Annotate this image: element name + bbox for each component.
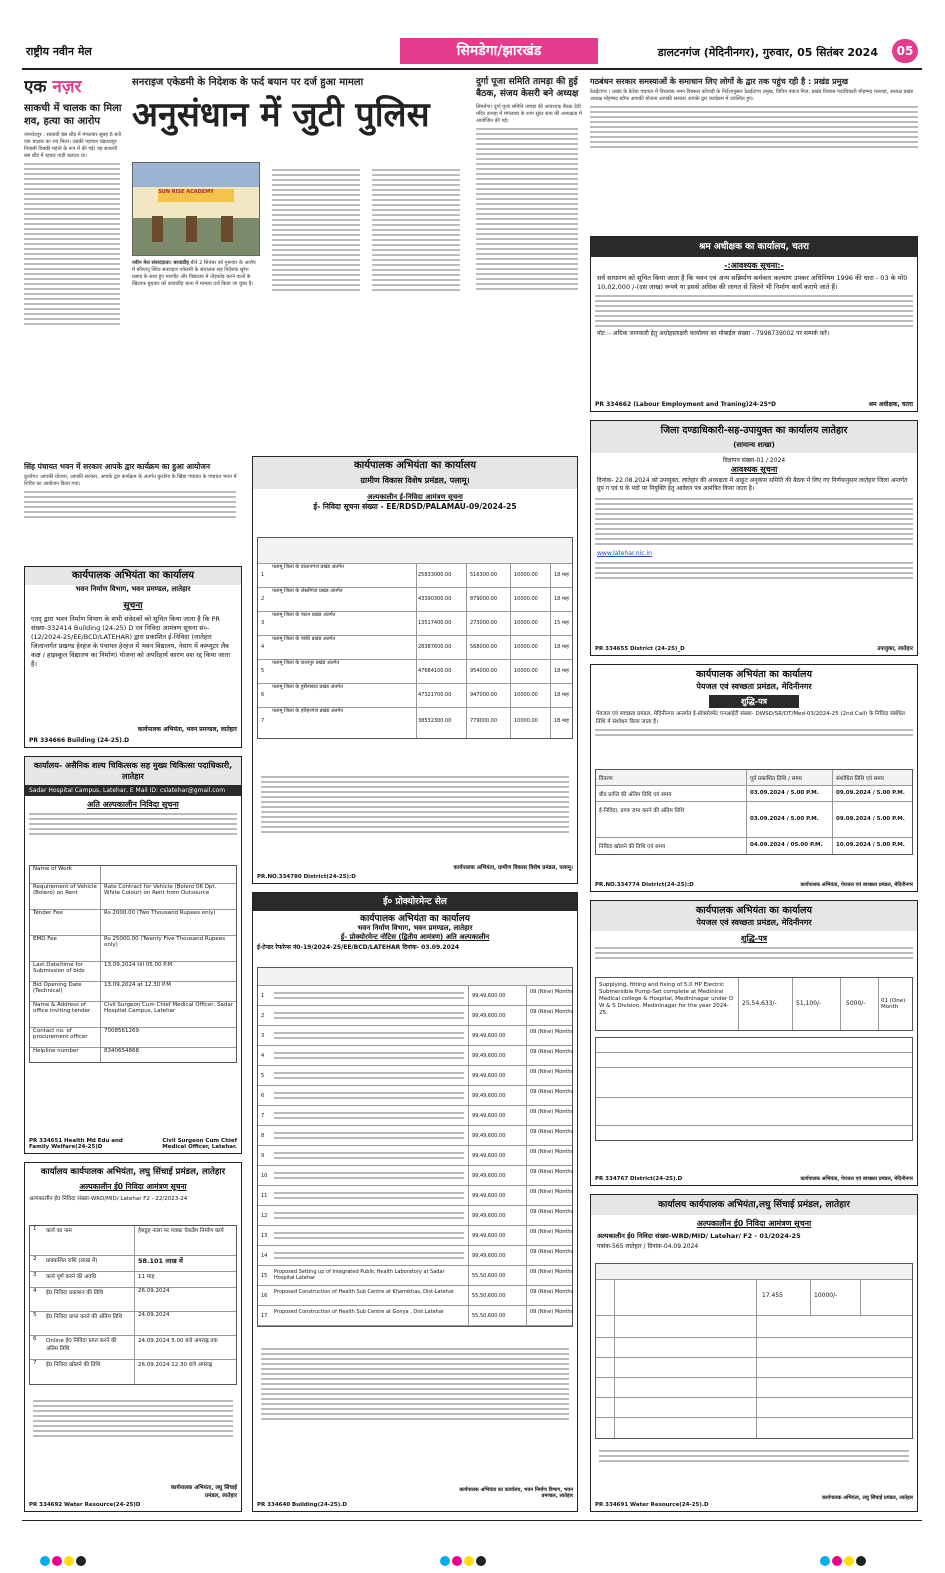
color-swatch [464, 1556, 474, 1566]
table-row: 1 पलामू जिला के डाल्टनगंज प्रखंड अंतर्गत 25833000.00 516300.00 10000.00 18 माह [258, 564, 572, 588]
work-description [274, 1149, 464, 1162]
pr-number: PR 334692 Water Resource(24-25)D [29, 1502, 141, 1508]
completion-period: 09 (Nine) Months [530, 1269, 574, 1275]
estimated-amount: 99,49,600.00 [472, 1053, 506, 1059]
estimated-amount: 99,49,600.00 [472, 1073, 506, 1079]
table-header-row: विवरण पूर्व प्रकाशित तिथि / समय संशोधित तिथि एवं समय [596, 770, 912, 786]
estimated-amount: 99,49,600.00 [472, 1213, 506, 1219]
table-row [258, 1266, 572, 1286]
tender-table [29, 865, 237, 1063]
notice-note: नोट :- अधिक जानकारी हेतु अधोहस्ताक्षरी कार्यालय का मोबाईल संख्या - 7998739002 पर सम्पर्क करें। [597, 330, 830, 337]
table-row [258, 1066, 572, 1086]
work-description [274, 1189, 464, 1202]
estimated-amount: 55,50,600.00 [472, 1313, 506, 1319]
notice-subtitle: ग्रामीण विकास विशेष प्रमंडल, पलामू। [253, 475, 577, 489]
shivir-body: कुरडेगा। आपकी योजना, आपकी सरकार, आपके द्वार कार्यक्रम के अंतर्गत कुरडेगा के खिंडा पंचायत के पंचायत भवन में शिविर का आयोजन किया गया। [24, 474, 237, 487]
lead-byline-body: नवीन मेल संवाददाता। बरवाडीह बीते 2 सितंबर को गुरूवार के आरोप में बरियातू स्थित सनराइज एकेडमी के संचालक सह निदेशक सुरेश प्रसाद के साथ हुए मारपीट और विद्यालय में तोड़फोड़ करने वालों के खिलाफ बुधवार को बरवाडीह थाना में मामला दर्ज किया जा चुका है। [132, 260, 256, 287]
notice-head: अति अल्पकालीन निविदा सूचना [87, 800, 179, 809]
pr-number: PR 334662 (Labour Employment and Traning)24-25*D [595, 401, 776, 408]
notice-title: कार्यालय- असैनिक शल्य चिकित्सक सह मुख्य चिकित्सा पदाधिकारी, लातेहार [25, 757, 241, 785]
table-row [258, 1106, 572, 1126]
table-row: Requirement of Vehicle (Bolero) on Rent Rate Contract for Vehicle (Bolero 06 Dpt. White Colour) on Rent from Outsource [30, 884, 236, 910]
section-banner: सिमडेगा/झारखंड [400, 38, 598, 64]
table-row [258, 1226, 572, 1246]
table-row: Last Date/time for Submission of bids 13.09.2024 till 05.00 P.M [30, 962, 236, 982]
completion-period: 09 (Nine) Months [530, 1149, 574, 1155]
signatory: Civil Surgeon Cum Chief Medical Officer, Latehar. [162, 1138, 237, 1150]
color-swatch [452, 1556, 462, 1566]
table-row [258, 1166, 572, 1186]
row-number: 14 [261, 1253, 268, 1259]
table-row: 6 पलामू जिला के हुसैनाबाद प्रखंड अंतर्गत 47321700.00 947000.00 10000.00 18 माह [258, 684, 572, 708]
table-row: 3 पलामू जिला के पाटन प्रखंड अंतर्गत 13517400.00 273000.00 10000.00 15 माह [258, 612, 572, 636]
lead-headline: अनुसंधान में जुटी पुलिस [132, 95, 430, 135]
table-row: Helpline number 8340654868 [30, 1048, 236, 1062]
notice-ref: विज्ञापन संख्या-01 / 2024 [722, 457, 786, 464]
table-row: EMD Fee Rs 25000.00 (Twenty Five Thousand Rupees only) [30, 936, 236, 962]
dateline: डालटनगंज (मेदिनीनगर), गुरुवार, 05 सितंबर 2024 [657, 46, 878, 59]
notice-subtitle: पेयजल एवं स्वच्छता प्रमंडल, मेदिनीनगर [591, 917, 917, 931]
table-row: Name & Address of office inviting tender Civil Surgeon Cum Chief Medical Officer, Sadar Hospital Campus, Latehar [30, 1002, 236, 1028]
notice-address: Sadar Hospital Campus, Latehar, E Mail ID: cslatehar@gmail.com [25, 785, 241, 796]
notice-head: शुद्धि-पत्र [709, 695, 799, 708]
table-row: Contact no. of procurement officer 7008561269 [30, 1028, 236, 1048]
table-row [258, 1206, 572, 1226]
notice-shram-chatra [590, 236, 918, 412]
color-swatch [476, 1556, 486, 1566]
notice-text: दिनांक- 22.08.2024 को उपायुक्त, लातेहार की अध्यक्षता में आहूत अनुकंपा समिति की बैठक में लिए गए निर्णयानुसार लातेहार जिला अन्तर्गत ग्रुप ग एवं घ के पदों पर नियुक्ति हेतु आवेदन पत्र आमंत्रित किया जाता है। [597, 477, 908, 492]
lead-story [132, 76, 468, 456]
work-description [274, 989, 464, 1002]
table-row [258, 1046, 572, 1066]
estimated-amount: 99,49,600.00 [472, 1033, 506, 1039]
row-number: 15 [261, 1273, 268, 1279]
corrigendum-table [595, 769, 913, 855]
color-swatch [64, 1556, 74, 1566]
work-description [274, 1089, 464, 1102]
notice-peyjal-medininagar-1 [590, 664, 918, 892]
table-row: 5 पलामू जिला के छतरपुर प्रखंड अंतर्गत 47684100.00 954000.00 10000.00 18 माह [258, 660, 572, 684]
table-row: Tender Fee Rs 2000.00 (Two Thousand Rupees only) [30, 910, 236, 936]
pr-number: PR 334691 Water Resource(24-25).D [595, 1502, 709, 1508]
table-row: बीड प्राप्ति की अंतिम तिथि एवं समय 03.09.2024 / 5.00 P.M. 09.09.2024 / 5.00 P.M. [596, 786, 912, 802]
completion-period: 09 (Nine) Months [530, 1189, 574, 1195]
header-rule [22, 68, 922, 70]
notice-title: ई० प्रोक्योरमेन्ट सेल [253, 893, 577, 911]
notice-ref: अल्पकालीन ई0 निविदा संख्या-WRD/MID/ Latehar F2 - 22/2023-24 [29, 1196, 188, 1202]
notice-title: कार्यपालक अभियंता का कार्यालय [253, 457, 577, 475]
estimated-amount: 99,49,600.00 [472, 1133, 506, 1139]
registration-marks-left [40, 1551, 140, 1563]
table-row: 2 पलामू जिला के लेस्लीगंज प्रखंड अंतर्गत 43390300.00 879000.00 10000.00 18 माह [258, 588, 572, 612]
table-row [258, 986, 572, 1006]
table-row: 7 ई0 निविदा खोलने की तिथि 26.09.2024 12.30 बजे अपराह्न [30, 1360, 236, 1384]
notice-head: शुद्धि-पत्र [740, 934, 768, 943]
table-row: निविदा खोलने की तिथि एवं समय 04.09.2024 / 05.00 P.M. 10.09.2024 / 5.00 P.M. [596, 838, 912, 854]
estimated-amount: 99,49,600.00 [472, 1013, 506, 1019]
lead-col-2 [268, 166, 364, 294]
notice-title: कार्यालय कार्यपालक अभियंता,लघु सिंचाई प्रमंडल, लातेहार [591, 1195, 917, 1215]
table-row [258, 1246, 572, 1266]
work-description [274, 1249, 464, 1262]
completion-period: 09 (Nine) Months [530, 1249, 574, 1255]
row-number: 2 [261, 1013, 265, 1019]
tender-table [257, 537, 573, 739]
signatory: कार्यपालक अभियंता, लघु सिंचाई प्रमंडल, लातेहार [822, 1495, 913, 1501]
work-description [274, 1209, 464, 1222]
notice-text: पेयजल एवं स्वच्छता प्रमंडल, मेदिनीनगर अन्तर्गत ई-प्रोक्योरमेंट एनआईटी संख्या- DWSD/SR/DT/Med-03/2024-25 (2nd Call) के निविदा संबंधित तिथि में संशोधन किया जाता है। [596, 711, 905, 725]
pr-number: PR 334666 Building (24-25).D [29, 737, 130, 744]
table-row [258, 1306, 572, 1326]
durga-body: सिमडेगा। दुर्गा पूजा समिति तामड़ा की आवश्यक बैठक देवी मंदिर तामड़ा में मंगलवार के शाम सुंदर साय की अध्यक्षता में आयोजित की गई। [476, 104, 582, 124]
ek-nazar-body-more [24, 163, 124, 325]
table-row: Name of Work [30, 866, 236, 884]
row-number: 6 [261, 1093, 265, 1099]
website-link[interactable]: www.latehar.nic.in [597, 550, 652, 557]
row-number: 3 [261, 1033, 265, 1039]
shivir-headline: सिंह पंचायत भवन में सरकार आपके द्वार कार्यक्रम का हुआ आयोजन [24, 462, 211, 471]
estimated-amount: 99,49,600.00 [472, 1193, 506, 1199]
notice-text: एतद् द्वारा भवन निर्माण विभाग के सभी संवेदकों को सूचित किया जाता है कि PR संख्या-332414 Building (24-25) D एवं निविदा आमंत्रण सूचना सं०- (12/2024-25/EE/BCD/LATEHAR) द्वारा प्रकाशित ई-निविदा (लातेहार जिलान्तर्गत प्रखण्ड हेरहंज के पंचायत हेरहंज में भवन विद्यालय, नेसाग में कम्प्यूटर लैब कक्ष / हाइस्कूल विद्यालय का निर्माण) योजना को अपरिहार्य कारण वश रद्द किया जाता है। [31, 615, 231, 668]
table-row: Bid Opening Date (Technical) 13.09.2024 at 12.30 P.M [30, 982, 236, 1002]
signatory: कार्यपालक अभियंता, पेयजल एवं स्वच्छता प्रमंडल, मेदिनीनगर [800, 882, 913, 888]
notice-laghu-sinchai-right [590, 1194, 918, 1512]
work-description [274, 1109, 464, 1122]
completion-period: 09 (Nine) Months [530, 1069, 574, 1075]
signatory: कार्यपालक अभियंता का कार्यालय, भवन निर्माण विभाग, भवन प्रमण्डल, लातेहार [459, 1487, 573, 1499]
ek-nazar-label: एक नज़र [24, 77, 82, 97]
page-number: 05 [892, 39, 918, 63]
pr-number: PR.NO.334780 District(24-25):D [257, 874, 356, 880]
notice-subtitle-2: भवन निर्माण विभाग, भवन प्रमण्डल, लातेहार [357, 924, 473, 932]
notice-head: अल्पकालीन ई-निविदा आमंत्रण सूचना [367, 493, 463, 501]
pr-number: PR.NO.334774 District(24-25):D [595, 882, 694, 888]
table-row: 7 पलामू जिला के हरिहरगंज प्रखंड अंतर्गत 38532300.00 779000.00 10000.00 18 माह [258, 708, 572, 738]
work-description [274, 1229, 464, 1242]
ek-nazar-column [24, 76, 124, 456]
notice-head: आवश्यक सूचना [730, 465, 778, 474]
notice-subtitle: भवन निर्माण विभाग, भवन प्रमण्डल, लातेहार [75, 585, 191, 593]
estimated-amount: 99,49,600.00 [472, 1173, 506, 1179]
table-row: ई-निविदा, प्रपत्र जमा करने की अंतिम तिथि 03.09.2024 / 5.00 P.M. 09.09.2024 / 5.00 P.M. [596, 802, 912, 838]
pr-number: PR 334767 District(24-25).D [595, 1176, 683, 1182]
estimated-amount: 99,49,600.00 [472, 1113, 506, 1119]
registration-marks-right [820, 1551, 920, 1563]
notice-gramin-palamu [252, 456, 578, 884]
estimated-amount: 99,49,600.00 [472, 1253, 506, 1259]
row-number: 12 [261, 1213, 268, 1219]
signatory: कार्यपालक अभियंता, ग्रामीण विकास विशेष प्रमंडल, पलामू। [453, 865, 573, 871]
durga-story [476, 76, 582, 456]
tender-table [29, 1225, 237, 1385]
tender-table [595, 1263, 913, 1439]
color-swatch [76, 1556, 86, 1566]
dates-table [595, 1037, 913, 1141]
lead-kicker: सनराइज एकेडमी के निदेशक के फर्द बयान पर दर्ज हुआ मामला [132, 77, 364, 88]
table-row [258, 1086, 572, 1106]
photo-signboard: SUN RISE ACADEMY [158, 189, 234, 202]
completion-period: 09 (Nine) Months [530, 1129, 574, 1135]
estimated-amount: 55,50,600.00 [472, 1273, 506, 1279]
table-row: 1 कार्य का नाम हेसडुह नाला पर पक्का चेकडैम निर्माण कार्य [30, 1226, 236, 1256]
row-number: 10 [261, 1173, 268, 1179]
row-number: 7 [261, 1113, 265, 1119]
table-row [258, 1026, 572, 1046]
color-swatch [832, 1556, 842, 1566]
tender-table [257, 967, 573, 1327]
completion-period: 09 (Nine) Months [530, 1029, 574, 1035]
notice-title: कार्यालय कार्यपालक अभियंता, लघु सिंचाई प्रमंडल, लातेहार [40, 1167, 226, 1177]
completion-period: 09 (Nine) Months [530, 1289, 574, 1295]
right-body: ठेठईटांगर । प्रखंड के केरेया पंचायत में विधायक नमन विक्सल कोंगाड़ी के निर्देशानुसार ठेठईटांगर प्रमुख, विपिन पंकज मिंज, प्रखंड विकास पदाधिकारी मोहम्मद मल्लाह, अध्यक्ष प्रखंड अध्यक्ष मोहम्मद स्टीफ आपकी योजना आपकी सरकार आपके द्वार कार्यक्रम में उपस्थित हुए। [590, 89, 914, 102]
table-row: 3 कार्य पूर्ण करने की अवधि 11 माह [30, 1272, 236, 1288]
color-swatch [440, 1556, 450, 1566]
row-number: 13 [261, 1233, 268, 1239]
work-description [274, 1169, 464, 1182]
notice-subtitle-1: कार्यपालक अभियंता का कार्यालय [360, 914, 470, 924]
notice-bhawan-latehar [24, 566, 242, 748]
right-story [590, 76, 922, 224]
registration-marks-center [440, 1551, 540, 1563]
estimated-amount: 99,49,600.00 [472, 993, 506, 999]
pr-number: PR 334640 Building(24-25).D [257, 1502, 347, 1508]
estimated-amount: 99,49,600.00 [472, 1153, 506, 1159]
signatory: श्रम अधीक्षक, चतरा [868, 401, 913, 408]
signatory: कार्यपालक अभियंता, पेयजल एवं स्वच्छता प्रमंडल, मेदिनीनगर [800, 1176, 913, 1182]
table-row: 2 प्राक्कलित राशि (लाख में) 58.101 लाख में [30, 1256, 236, 1272]
table-row [258, 1006, 572, 1026]
table-row: 4 ई0 निविदा प्रकाशन की तिथि 26.09.2024 [30, 1288, 236, 1312]
notice-laghu-sinchai-left [24, 1162, 242, 1512]
notice-head: सूचना [123, 601, 143, 611]
notice-civil-surgeon [24, 756, 242, 1154]
ek-nazar-headline: साकची में चालक का मिला शव, हत्या का आरोप [24, 103, 122, 127]
durga-headline: दुर्गा पूजा समिति तामड़ा की हुई बैठक, संजय केसरी बने अध्यक्ष [476, 77, 579, 99]
right-body-more [590, 106, 922, 148]
notice-title: कार्यपालक अभियंता का कार्यालय [25, 567, 241, 585]
notice-subtitle: पेयजल एवं स्वच्छता प्रमंडल, मेदिनीनगर [696, 682, 812, 691]
notice-title: जिला दण्डाधिकारी-सह-उपायुक्त का कार्यालय लातेहार [591, 421, 917, 441]
notice-title: कार्यपालक अभियंता का कार्यालय [696, 669, 812, 680]
notice-ref: अल्पकालीन ई0 निविदा संख्या-WRD/MID/ Latehar/ F2 - 01/2024-25 [597, 1232, 801, 1240]
row-number: 11 [261, 1193, 268, 1199]
completion-period: 09 (Nine) Months [530, 1049, 574, 1055]
newspaper-brand: राष्ट्रीय नवीन मेल [26, 45, 92, 58]
color-swatch [856, 1556, 866, 1566]
completion-period: 09 (Nine) Months [530, 1229, 574, 1235]
row-number: 16 [261, 1293, 268, 1299]
work-description [274, 1069, 464, 1082]
work-description: Proposed Construction of Health Sub Centre at Khamikhas, Dist-Latehar [274, 1289, 454, 1295]
estimated-amount: 99,49,600.00 [472, 1233, 506, 1239]
row-number: 17 [261, 1313, 268, 1319]
notice-head: अल्पकालीन ई0 निविदा आमंत्रण सूचना [79, 1182, 187, 1191]
footer-rule [22, 1520, 922, 1521]
pr-number: PR 334651 Health Md Edu and Family Welfare(24-25)D [29, 1138, 123, 1150]
table-row: 5 ई0 निविदा प्राप्त करने की अंतिम तिथि 24.09.2024 [30, 1312, 236, 1336]
work-description [274, 1009, 464, 1022]
table-row [258, 1286, 572, 1306]
completion-period: 09 (Nine) Months [530, 1309, 574, 1315]
completion-period: 09 (Nine) Months [530, 1209, 574, 1215]
pr-number: PR 334655 District (24-25)_D [595, 646, 685, 652]
table-row: 17.455 10000/- [596, 1280, 912, 1316]
ek-nazar-body: जमशेदपुर : साकची बस स्टैंड में मंगलवार सुबह 6 बजे एक चालक का शव मिला। उसकी पहचान चक्रधरपुर निवासी विक्की महतो के रूप में की गई। वह साकची बस स्टैंड में रहकर गाड़ी चलाता था। [24, 132, 121, 159]
table-row [258, 1186, 572, 1206]
lead-col-3 [368, 166, 464, 294]
school-photo [132, 162, 260, 256]
right-headline: गठबंधन सरकार समस्याओं के समाधान लिए लोगों के द्वार तक पहुंच रही है : प्रखंड प्रमुख [590, 77, 849, 86]
notice-title: श्रम अधीक्षक का कार्यालय, चतरा [591, 237, 917, 257]
color-swatch [844, 1556, 854, 1566]
shivir-story [24, 462, 240, 554]
estimated-amount: 55,50,600.00 [472, 1293, 506, 1299]
color-swatch [820, 1556, 830, 1566]
masthead [22, 38, 922, 66]
work-description [274, 1049, 464, 1062]
completion-period: 09 (Nine) Months [530, 1109, 574, 1115]
notice-ref: ई- निविदा सूचना संख्या - EE/RDSD/PALAMAU-09/2024-25 [313, 502, 517, 511]
notice-subtitle: (सामान्य शाखा) [591, 441, 917, 453]
row-number: 4 [261, 1053, 265, 1059]
work-description: Proposed Setting up of Integrated Public Health Laboratory at Sadar Hospital Latehar [274, 1269, 445, 1281]
work-description [274, 1029, 464, 1042]
table-row: 6 Online ई0 निविदा प्राप्त करने की अंतिम तिथि 24.09.2024 5.00 बजे अपराह्न तक [30, 1336, 236, 1360]
signatory: कार्यपालक अभियंता, भवन प्रमण्डल, लातेहार [137, 726, 237, 733]
durga-body-more [476, 128, 582, 290]
table-row [258, 1146, 572, 1166]
estimated-amount: 99,49,600.00 [472, 1093, 506, 1099]
row-number: 5 [261, 1073, 265, 1079]
completion-period: 09 (Nine) Months [530, 1089, 574, 1095]
completion-period: 09 (Nine) Months [530, 989, 574, 995]
table-row: 4 पलामू जिला के पांकी प्रखंड अंतर्गत 28387600.00 568000.00 10000.00 18 माह [258, 636, 572, 660]
notice-dandadhikari-latehar [590, 420, 918, 656]
signatory: कार्यपालक अभियंता, लघु सिंचाई प्रमंडल, लातेहार [170, 1485, 237, 1499]
row-number: 9 [261, 1153, 265, 1159]
work-description [274, 1129, 464, 1142]
color-swatch [52, 1556, 62, 1566]
completion-period: 09 (Nine) Months [530, 1009, 574, 1015]
work-table: Supplying, fitting and fixing of 5.0 HP Electric Submersible Pump-Set complete at Medinirai Medical college & Hospital, Medininagar under D W & S Division, Medininagar for the year 2024-25. 25,54,633/- 51,100/- 5000/- 01 (One) Month [595, 977, 913, 1031]
row-number: 1 [261, 993, 265, 999]
signatory: उपायुक्त, लातेहार [877, 646, 913, 652]
work-description: Proposed Construction of Health Sub Centre at Gonya , Dist Latehar [274, 1309, 444, 1315]
row-number: 8 [261, 1133, 265, 1139]
notice-e-procurement [252, 892, 578, 1512]
notice-title: कार्यपालक अभियंता का कार्यालय [591, 901, 917, 917]
completion-period: 09 (Nine) Months [530, 1169, 574, 1175]
notice-head: -:आवश्यक सूचना:- [724, 261, 784, 270]
table-row [258, 1126, 572, 1146]
color-swatch [40, 1556, 50, 1566]
notice-peyjal-medininagar-2 [590, 900, 918, 1186]
notice-sub: पत्रांक-565 लातेहार / दिनांक-04.09.2024 [597, 1243, 699, 1250]
notice-text: सर्व साधारण को सूचित किया जाता है कि भवन एवं अन्य सन्निर्माण कर्मकार कल्याण उपकर अधिनियम 1996 की धारा - 03 के मो0 10,02,000 /-(दस लाख) रूपये या इससे अधिक की लागत से जितने भी निर्माण कार्य कराये जाते हैं। [597, 274, 908, 291]
notice-ref: ई-टेन्डर रेफरेन्स नं0-19/2024-25/EE/BCD/LATEHAR दिनांक- 03.09.2024 [257, 944, 460, 951]
notice-head: अल्पकालीन ई0 निविदा आमंत्रण सूचना [696, 1219, 812, 1228]
notice-head: ई- प्रोक्योरमेन्ट नोटिस (द्वितीय आमंत्रण) अति अल्पकालीन [340, 933, 490, 941]
